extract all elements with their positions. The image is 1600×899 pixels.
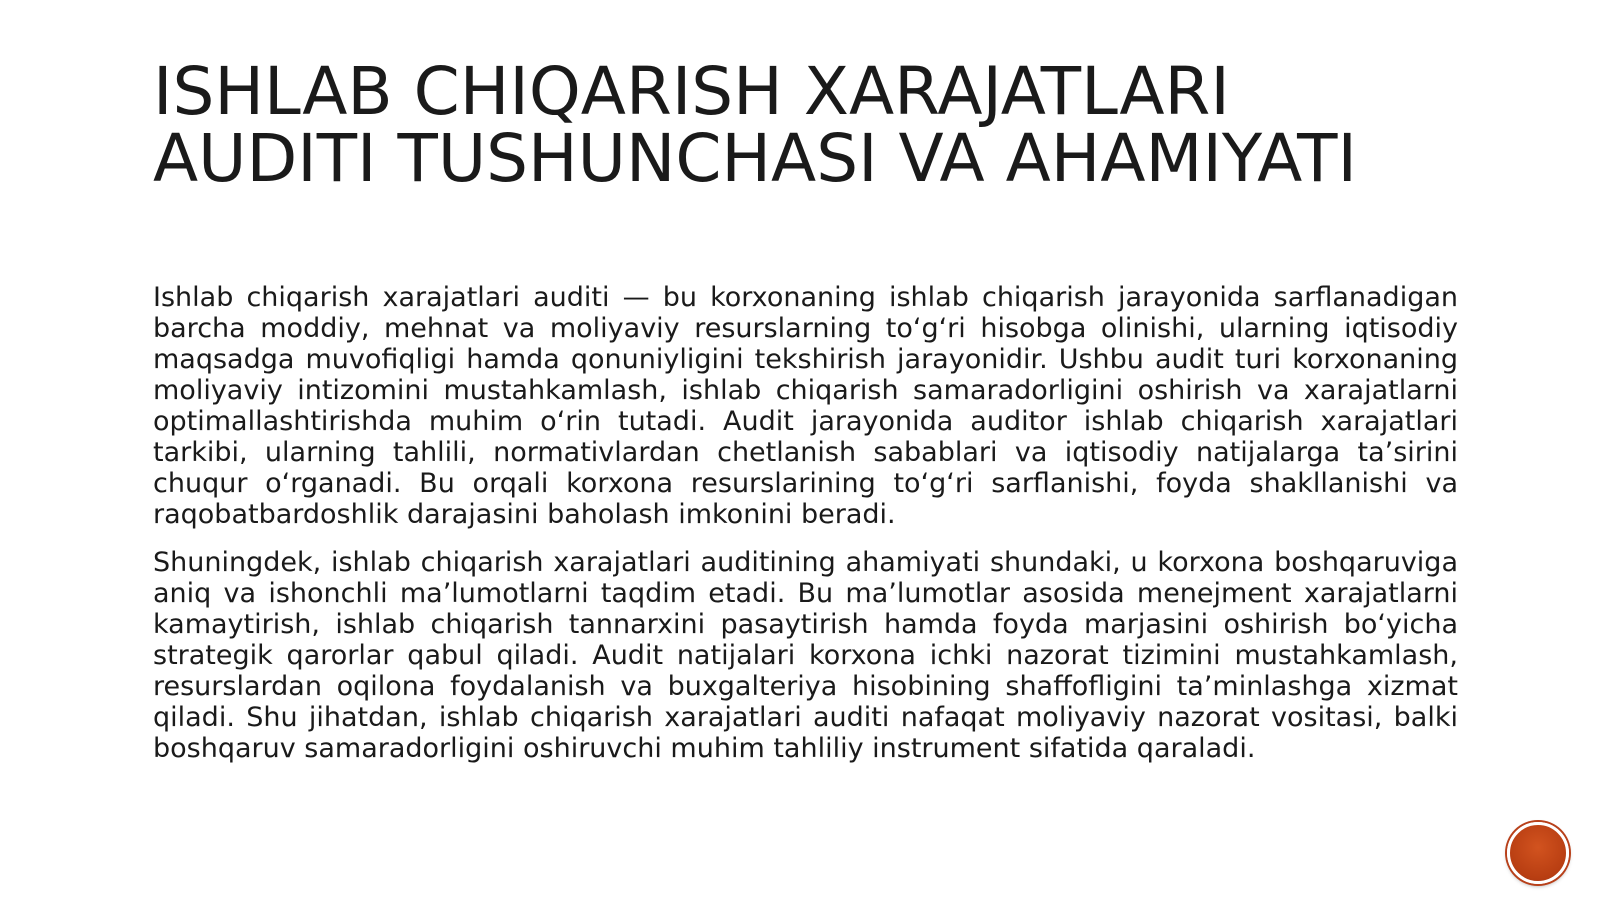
slide-body — [153, 282, 1458, 781]
slide-title: ISHLAB CHIQARISH XARAJATLARI AUDITI TUSHUNCHASI VA AHAMIYATI — [153, 53, 1357, 197]
paragraph-2: Shuningdek, ishlab chiqarish xarajatlari auditining ahamiyati shundaki, u korxona boshqaruviga aniq va ishonchli ma’lumotlarni taqdim etadi. Bu ma’lumotlar asosida menejment xarajatlarni kamaytirish, ishlab chiqarish tannarxini pasaytirish hamda foyda marjasini oshirish bo‘yicha strategik qarorlar qabul qiladi. Audit natijalari korxona ichki nazorat tizimini mustahkamlash, resurslardan oqilona foydalanish va buxgalteriya hisobining shaffofligini ta’minlashga xizmat qiladi. Shu jihatdan, ishlab chiqarish xarajatlari auditi nafaqat moliyaviy nazorat vositasi, balki boshqaruv samaradorligini oshiruvchi muhim tahliliy instrument sifatida qaraladi. — [153, 547, 1458, 764]
slide-nav-button[interactable] — [1507, 822, 1569, 884]
paragraph-1: Ishlab chiqarish xarajatlari auditi — bu korxonaning ishlab chiqarish jarayonida sarflanadigan barcha moddiy, mehnat va moliyaviy resurslarning to‘g‘ri hisobga olinishi, ularning iqtisodiy maqsadga muvofiqligi hamda qonuniyligini tekshirish jarayonidir. Ushbu audit turi korxonaning moliyaviy intizomini mustahkamlash, ishlab chiqarish samaradorligini oshirish va xarajatlarni optimallashtirishda muhim o‘rin tutadi. Audit jarayonida auditor ishlab chiqarish xarajatlari tarkibi, ularning tahlili, normativlardan chetlanish sabablari va iqtisodiy natijalarga ta’sirini chuqur o‘rganadi. Bu orqali korxona resurslarining to‘g‘ri sarflanishi, foyda shakllanishi va raqobatbardoshlik darajasini baholash imkonini beradi. — [153, 282, 1458, 530]
